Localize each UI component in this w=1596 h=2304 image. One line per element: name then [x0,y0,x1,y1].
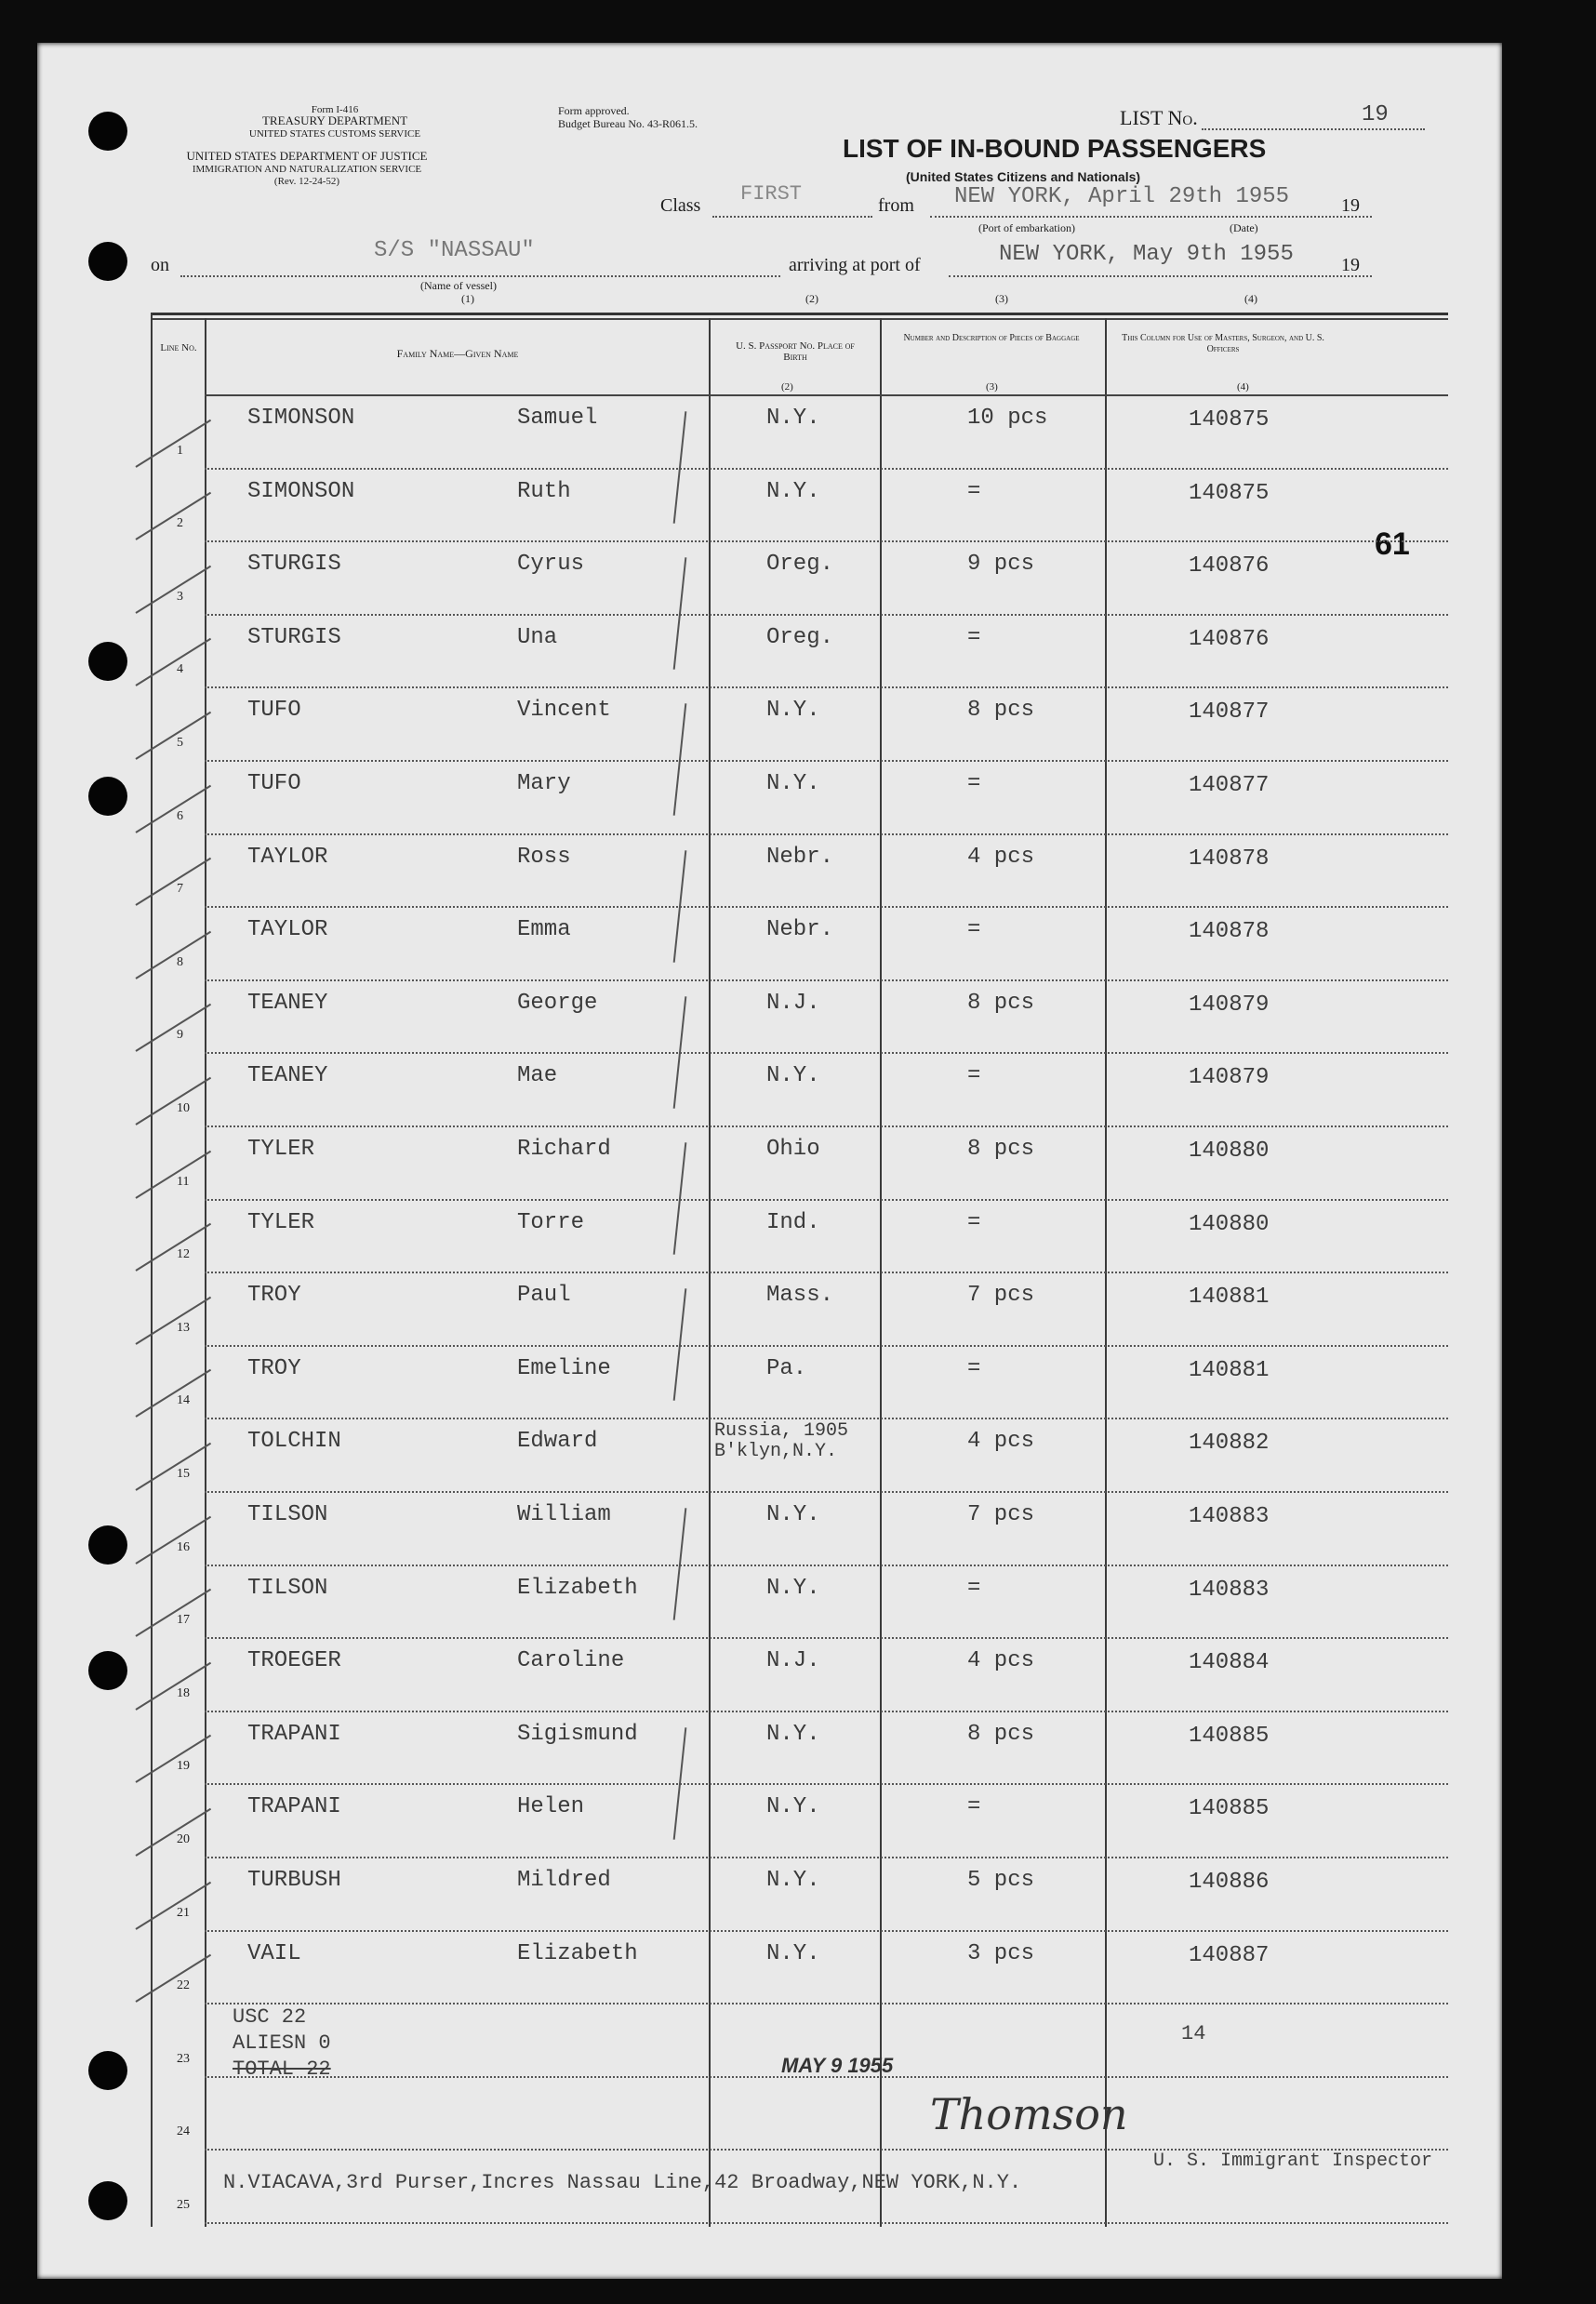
check-mark [135,1223,211,1272]
check-mark [135,1515,211,1564]
col2-number: (2) [805,292,818,305]
row-number: 6 [177,808,183,823]
row-divider [205,1857,1448,1858]
baggage-description: 3 pcs [967,1940,1035,1966]
check-mark [135,712,211,760]
binder-hole [88,2051,127,2090]
row-number: 24 [177,2124,190,2139]
given-name: Ross [517,844,571,870]
row-divider [205,2222,1448,2224]
officer-number: 140878 [1189,846,1270,872]
given-name: Vincent [517,698,611,724]
place-of-birth: Ind. [766,1209,820,1235]
vessel-value: S/S "NASSAU" [374,238,535,263]
check-mark [135,638,211,686]
baggage-description: = [967,917,981,943]
page-number: 61 [1375,526,1410,562]
given-name: Emeline [517,1355,611,1381]
row-divider [205,1565,1448,1566]
officer-number: 140878 [1189,919,1270,945]
baggage-description: = [967,1575,981,1601]
row-divider [205,1930,1448,1932]
check-mark [135,931,211,979]
row-divider [205,1199,1448,1201]
family-name: SIMONSON [247,478,355,504]
place-of-birth: N.Y. [766,1721,820,1747]
row-divider [205,468,1448,470]
row-number: 11 [177,1174,190,1189]
given-name: William [517,1502,611,1527]
family-name: TAYLOR [247,844,328,870]
baggage-description: = [967,624,981,650]
binder-hole [88,777,127,816]
given-name: Mae [517,1063,558,1089]
check-mark [135,1808,211,1857]
col4-header-number: (4) [1237,381,1249,393]
year-suffix-2: 19 [1341,255,1360,275]
family-name: TOLCHIN [247,1429,341,1455]
baggage-description: = [967,1063,981,1089]
place-of-birth: Nebr. [766,917,834,943]
col-line-no-header: Line No. [160,342,197,353]
given-name: Samuel [517,406,598,431]
check-mark [135,566,211,614]
given-name: Paul [517,1283,571,1309]
place-of-birth: N.Y. [766,1940,820,1966]
given-name: Mary [517,771,571,796]
family-name: TROY [247,1355,301,1381]
family-name: TROY [247,1283,301,1309]
row-divider [205,1637,1448,1639]
binder-hole [88,112,127,151]
from-label: from [878,195,914,216]
family-name: TYLER [247,1137,315,1162]
row-divider [205,614,1448,616]
row-number: 22 [177,1978,190,1993]
given-name: Sigismund [517,1721,638,1747]
officer-number: 140875 [1189,407,1270,433]
row-number: 9 [177,1028,183,1043]
row-number: 14 [177,1393,190,1408]
form-approved: Form approved. [558,104,630,117]
year-suffix-1: 19 [1341,195,1360,216]
check-mark [135,1077,211,1125]
binder-hole [88,2181,127,2220]
officer-number: 140879 [1189,992,1270,1018]
place-of-birth: Pa. [766,1355,807,1381]
col1-number: (1) [461,292,474,305]
row-divider [205,1052,1448,1054]
row-divider [205,979,1448,981]
row-number: 7 [177,882,183,897]
officer-number: 140879 [1189,1065,1270,1091]
given-name: Torre [517,1209,585,1235]
purser-line: N.VIACAVA,3rd Purser,Incres Nassau Line,42 Broadway,NEW YORK,N.Y. [223,2171,1022,2194]
given-name: Una [517,624,558,650]
officer-number: 140884 [1189,1650,1270,1676]
family-name: TUFO [247,698,301,724]
baggage-description: 7 pcs [967,1283,1035,1309]
inspector-title: U. S. Immigrant Inspector [1153,2151,1433,2172]
place-of-birth: N.Y. [766,406,820,431]
baggage-description: 8 pcs [967,990,1035,1016]
row-divider [205,1125,1448,1127]
officer-count: 14 [1181,2022,1206,2045]
given-name: Edward [517,1429,598,1455]
check-mark [135,1150,211,1198]
row-number: 10 [177,1101,190,1115]
row-number: 18 [177,1685,190,1700]
baggage-description: 9 pcs [967,552,1035,578]
row-number: 5 [177,736,183,750]
col-officers-header: This Column for Use of Masters, Surgeon, and U. S. Officers [1122,333,1324,354]
given-name: Ruth [517,478,571,504]
row-number: 19 [177,1759,190,1774]
place-of-birth: N.J. [766,990,820,1016]
family-name: TEANEY [247,990,328,1016]
row-number: 25 [177,2198,190,2212]
place-of-birth: N.Y. [766,1868,820,1893]
vessel-caption: (Name of vessel) [420,279,497,292]
check-mark [135,1369,211,1418]
place-of-birth: N.Y. [766,771,820,796]
arriving-line [949,275,1372,277]
place-of-birth: N.Y. [766,478,820,504]
given-name: Mildred [517,1868,611,1893]
row-divider [205,2003,1448,2004]
given-name: Richard [517,1137,611,1162]
row-number: 12 [177,1247,190,1262]
revision-date: (Rev. 12-24-52) [273,176,340,187]
family-name: VAIL [247,1940,301,1966]
department-of-justice: UNITED STATES DEPARTMENT OF JUSTICE [186,149,428,163]
row-number: 4 [177,662,183,677]
port-embarkation-caption: (Port of embarkation) [978,221,1075,234]
family-name: TYLER [247,1209,315,1235]
officer-number: 140881 [1189,1285,1270,1311]
row-number: 16 [177,1539,190,1554]
col2-header-number: (2) [781,381,793,393]
row-divider [205,1711,1448,1712]
place-of-birth: N.Y. [766,1063,820,1089]
col-name-header: Family Name—Given Name [396,347,519,360]
family-name: TUFO [247,771,301,796]
date-caption: (Date) [1230,221,1258,234]
baggage-description: 8 pcs [967,1721,1035,1747]
family-name: TILSON [247,1502,328,1527]
row-divider [205,1272,1448,1273]
officer-number: 140876 [1189,553,1270,579]
col4-number: (4) [1244,292,1257,305]
place-of-birth: N.Y. [766,698,820,724]
table-top-rule-2 [151,318,1448,320]
baggage-description: 4 pcs [967,844,1035,870]
class-value: FIRST [740,182,803,206]
given-name: Elizabeth [517,1575,638,1601]
place-of-birth: N.Y. [766,1794,820,1820]
form-number: Form I-416 [311,104,359,115]
family-name: SIMONSON [247,406,355,431]
officer-number: 140882 [1189,1431,1270,1457]
check-mark [135,1881,211,1929]
check-mark [135,1735,211,1783]
officer-number: 140881 [1189,1357,1270,1383]
check-mark [135,492,211,540]
col3-number: (3) [995,292,1008,305]
row-divider [205,1345,1448,1347]
binder-hole [88,242,127,281]
check-mark [135,1004,211,1052]
row-number: 1 [177,443,183,458]
officer-number: 140880 [1189,1139,1270,1164]
row-divider [205,686,1448,688]
check-mark [135,1589,211,1637]
row-divider [205,833,1448,835]
family-name: TILSON [247,1575,328,1601]
given-name: Cyrus [517,552,585,578]
inspector-signature: Thomson [930,2089,1128,2139]
baggage-description: = [967,1794,981,1820]
binder-hole [88,642,127,681]
officer-number: 140876 [1189,626,1270,652]
given-name: Caroline [517,1648,625,1674]
check-mark [135,1443,211,1491]
check-mark [135,858,211,906]
header-bottom-rule [205,394,1448,396]
from-value: NEW YORK, April 29th 1955 [954,184,1290,209]
row-divider [205,1491,1448,1493]
from-line [930,216,1372,218]
check-mark [135,1954,211,2003]
col-baggage-header: Number and Description of Pieces of Baggage [903,333,1080,343]
baggage-description: = [967,771,981,796]
family-name: TRAPANI [247,1721,341,1747]
officer-number: 140875 [1189,480,1270,506]
document-page [37,43,1502,2279]
baggage-description: 5 pcs [967,1868,1035,1893]
place-of-birth: N.Y. [766,1575,820,1601]
list-number-line [1202,128,1425,130]
row-divider [205,1418,1448,1419]
vessel-line [180,275,780,277]
baggage-description: = [967,478,981,504]
officer-number: 140886 [1189,1870,1270,1895]
total-count: TOTAL 22 [233,2058,331,2081]
check-mark [135,419,211,467]
place-of-birth: N.J. [766,1648,820,1674]
family-name: STURGIS [247,624,341,650]
row-number: 3 [177,589,183,604]
officer-number: 140880 [1189,1211,1270,1237]
officer-number: 140885 [1189,1723,1270,1749]
officer-number: 140877 [1189,699,1270,726]
document-title: LIST OF IN-BOUND PASSENGERS [843,134,1267,163]
baggage-description: 4 pcs [967,1648,1035,1674]
given-name: Emma [517,917,571,943]
class-label: Class [660,195,701,216]
row-number: 20 [177,1832,190,1846]
document-subtitle: (United States Citizens and Nationals) [906,169,1141,184]
baggage-description: = [967,1355,981,1381]
family-name: TURBUSH [247,1868,341,1893]
row-divider [205,540,1448,542]
place-of-birth: Oreg. [766,552,834,578]
arriving-value: NEW YORK, May 9th 1955 [999,242,1294,267]
immigration-service: IMMIGRATION AND NATURALIZATION SERVICE [192,164,422,175]
treasury-department: TREASURY DEPARTMENT [261,113,408,127]
list-number-label: LIST No. [1120,106,1198,129]
check-mark [135,1297,211,1345]
baggage-description: = [967,1209,981,1235]
given-name: George [517,990,598,1016]
customs-service: UNITED STATES CUSTOMS SERVICE [248,128,421,140]
baggage-description: 8 pcs [967,1137,1035,1162]
row-number: 17 [177,1613,190,1628]
family-name: STURGIS [247,552,341,578]
row-number: 15 [177,1467,190,1481]
given-name: Elizabeth [517,1940,638,1966]
officer-number: 140883 [1189,1577,1270,1603]
table-top-rule [151,313,1448,315]
officer-number: 140887 [1189,1942,1270,1968]
binder-hole [88,1651,127,1690]
row-divider [205,760,1448,762]
row-number: 23 [177,2051,190,2066]
arrival-stamp-date: MAY 9 1955 [781,2054,894,2077]
officer-number: 140885 [1189,1796,1270,1822]
arriving-label: arriving at port of [789,255,921,275]
family-name: TAYLOR [247,917,328,943]
aliens-count: ALIESN 0 [233,2031,331,2055]
family-name: TRAPANI [247,1794,341,1820]
place-of-birth: N.Y. [766,1502,820,1527]
list-number-value: 19 [1362,102,1389,127]
given-name: Helen [517,1794,585,1820]
officer-number: 140877 [1189,773,1270,798]
place-of-birth: Ohio [766,1137,820,1162]
col3-header-number: (3) [986,381,998,393]
officer-number: 140883 [1189,1504,1270,1529]
row-divider [205,1783,1448,1785]
baggage-description: 7 pcs [967,1502,1035,1527]
row-number: 13 [177,1320,190,1335]
row-divider [205,906,1448,908]
family-name: TROEGER [247,1648,341,1674]
place-of-birth: Nebr. [766,844,834,870]
on-label: on [151,255,169,275]
budget-bureau: Budget Bureau No. 43-R061.5. [558,117,698,130]
table-left-border [151,313,153,2227]
col-passport-header: U. S. Passport No. Place of Birth [736,340,855,363]
row-number: 8 [177,954,183,969]
check-mark [135,784,211,832]
baggage-description: 4 pcs [967,1429,1035,1455]
usc-count: USC 22 [233,2005,307,2029]
check-mark [135,1662,211,1711]
row-number: 21 [177,1905,190,1920]
family-name: TEANEY [247,1063,328,1089]
row-number: 2 [177,516,183,531]
place-of-birth: Russia, 1905 B'klyn,N.Y. [714,1420,849,1463]
baggage-description: 8 pcs [967,698,1035,724]
baggage-description: 10 pcs [967,406,1048,431]
class-line [712,216,872,218]
place-of-birth: Oreg. [766,624,834,650]
binder-hole [88,1525,127,1565]
place-of-birth: Mass. [766,1283,834,1309]
